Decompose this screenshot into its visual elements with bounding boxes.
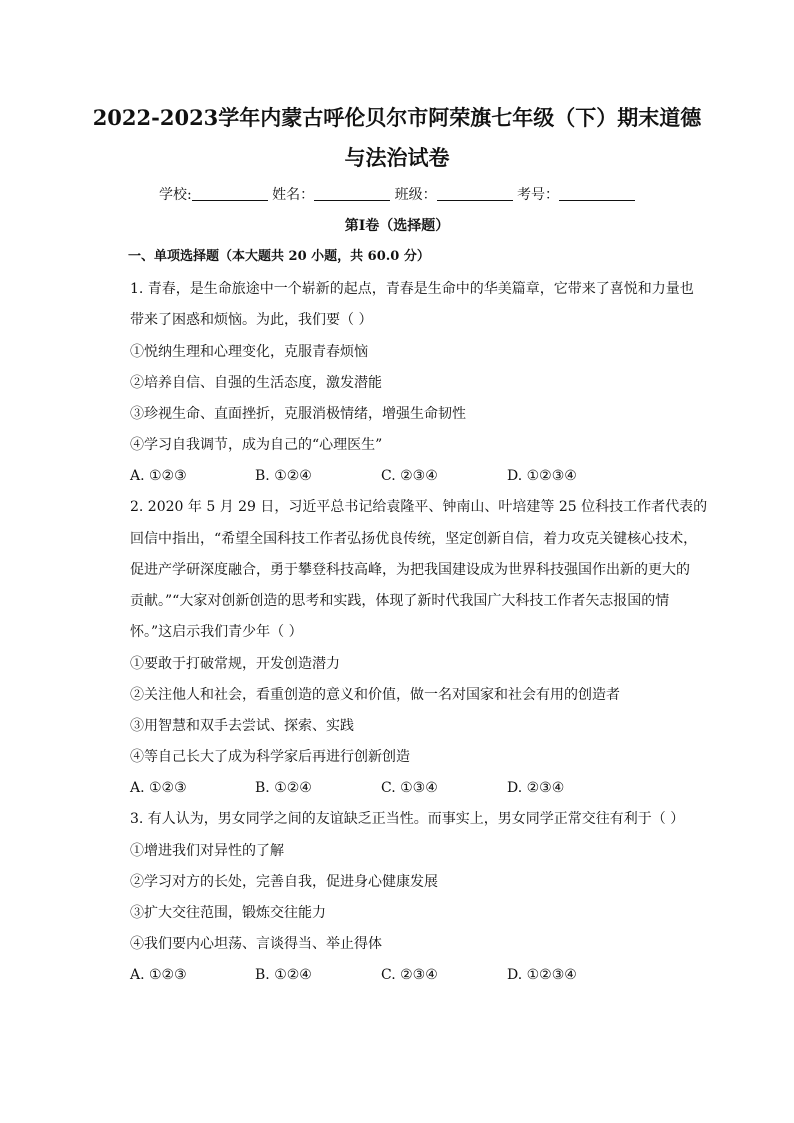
- option-statement: ③珍视生命、直面挫折，克服消极情绪，增强生命韧性: [130, 406, 466, 422]
- question-text-line: 回信中指出，“希望全国科技工作者弘扬优良传统，坚定创新自信，着力攻克关键核心技术，: [130, 531, 698, 547]
- choice-b: B. ①②④: [255, 468, 312, 484]
- school-blank: [192, 184, 268, 201]
- choice-c: C. ①③④: [381, 780, 438, 796]
- name-blank: [314, 184, 390, 201]
- option-statement: ③扩大交往范围，锻炼交往能力: [130, 905, 326, 921]
- exam-number-blank: [559, 184, 635, 201]
- exam-number-label: 考号：: [517, 187, 560, 203]
- choice-d: D. ①②③④: [507, 967, 577, 983]
- option-statement: ③用智慧和双手去尝试、探索、实践: [130, 718, 354, 734]
- choice-c: C. ②③④: [381, 468, 438, 484]
- school-label: 学校:: [158, 187, 192, 203]
- question-text-line: 贡献。”“大家对创新创造的思考和实践，体现了新时代我国广大科技工作者矢志报国的情: [130, 593, 670, 609]
- option-statement: ①悦纳生理和心理变化，克服青春烦恼: [130, 344, 368, 360]
- choice-d: D. ②③④: [507, 780, 565, 796]
- exam-title-line-1: 2022-2023学年内蒙古呼伦贝尔市阿荣旗七年级（下）期末道德: [92, 105, 702, 130]
- question-text-line: 1. 青春，是生命旅途中一个崭新的起点，青春是生命中的华美篇章，它带来了喜悦和力量也: [130, 281, 694, 297]
- exam-title-line-2: 与法治试卷: [344, 145, 450, 170]
- class-label: 班级：: [394, 187, 437, 203]
- option-statement: ④等自己长大了成为科学家后再进行创新创造: [130, 749, 410, 765]
- section-heading: 一、单项选择题（本大题共 20 小题，共 60.0 分）: [128, 249, 430, 264]
- option-statement: ②学习对方的长处，完善自我，促进身心健康发展: [130, 874, 438, 890]
- question-text-line: 怀。”这启示我们青少年（ ）: [130, 624, 303, 640]
- question-text-line: 带来了困惑和烦恼。为此，我们要（ ）: [130, 312, 373, 328]
- choice-d: D. ①②③④: [507, 468, 577, 484]
- option-statement: ②关注他人和社会，看重创造的意义和价值，做一名对国家和社会有用的创造者: [130, 687, 620, 703]
- option-statement: ②培养自信、自强的生活态度，激发潜能: [130, 375, 382, 391]
- volume-heading: 第Ⅰ卷（选择题）: [344, 218, 450, 234]
- class-blank: [437, 184, 513, 201]
- option-statement: ④学习自我调节，成为自己的“心理医生”: [130, 437, 383, 453]
- student-info-row: [0, 183, 794, 207]
- choice-c: C. ②③④: [381, 967, 438, 983]
- choice-b: B. ①②④: [255, 780, 312, 796]
- option-statement: ①要敢于打破常规，开发创造潜力: [130, 656, 340, 672]
- option-statement: ①增进我们对异性的了解: [130, 843, 284, 859]
- choice-a: A. ①②③: [130, 967, 187, 983]
- choice-a: A. ①②③: [130, 780, 187, 796]
- question-text-line: 2. 2020 年 5 月 29 日，习近平总书记给袁隆平、钟南山、叶培建等 25 位科技工作者代表的: [130, 499, 708, 515]
- choice-b: B. ①②④: [255, 967, 312, 983]
- question-text-line: 促进产学研深度融合，勇于攀登科技高峰，为把我国建设成为世界科技强国作出新的更大的: [130, 562, 690, 578]
- option-statement: ④我们要内心坦荡、言谈得当、举止得体: [130, 936, 382, 952]
- choice-a: A. ①②③: [130, 468, 187, 484]
- question-text-line: 3. 有人认为，男女同学之间的友谊缺乏正当性。而事实上，男女同学正常交往有利于（ ）: [130, 811, 685, 827]
- name-label: 姓名：: [272, 187, 315, 203]
